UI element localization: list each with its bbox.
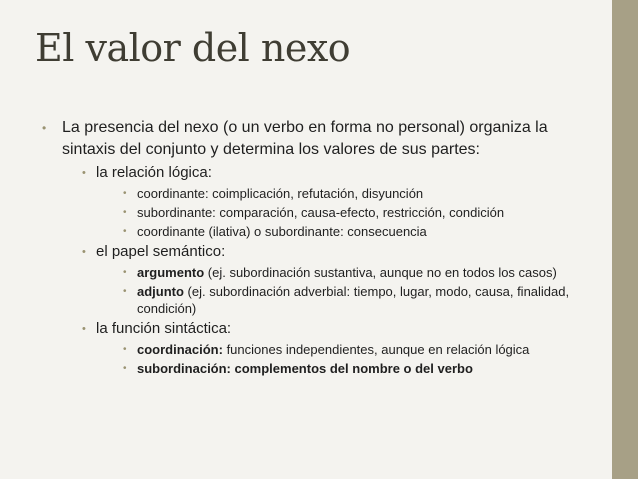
list-item bbox=[122, 283, 578, 317]
papel-item bbox=[81, 242, 578, 317]
list-item bbox=[122, 360, 578, 377]
item-text: coordinante: coimplicación, refutación, disyunción bbox=[137, 186, 424, 201]
bullet-icon: • bbox=[42, 121, 47, 135]
bold-term: argumento bbox=[137, 265, 205, 280]
slide-body bbox=[38, 117, 578, 379]
list-item bbox=[122, 341, 578, 358]
slide-title: El valor del nexo bbox=[35, 26, 351, 70]
relacion-label: la relación lógica: bbox=[96, 164, 212, 181]
papel-label: el papel semántico: bbox=[96, 243, 226, 260]
list-item bbox=[122, 264, 578, 281]
bullet-icon: • bbox=[82, 246, 86, 258]
item-text: coordinante (ilativa) o subordinante: consecuencia bbox=[137, 224, 427, 239]
intro-text: La presencia del nexo (o un verbo en forma no personal) organiza la sintaxis del conjunto y determina los valores de sus partes: bbox=[62, 119, 548, 158]
bullet-icon: • bbox=[82, 323, 86, 335]
bullet-icon: • bbox=[123, 286, 127, 297]
item-text: funciones independientes, aunque en relación lógica bbox=[222, 342, 530, 357]
side-decoration-bar bbox=[612, 0, 638, 479]
sub-list bbox=[81, 163, 578, 377]
list-item bbox=[122, 223, 578, 240]
bullet-icon: • bbox=[82, 167, 86, 179]
item-text: (ej. subordinación adverbial: tiempo, lugar, modo, causa, finalidad, condición) bbox=[137, 284, 570, 316]
bullet-icon: • bbox=[123, 344, 127, 355]
bold-term: adjunto bbox=[137, 284, 184, 299]
bullet-icon: • bbox=[123, 363, 127, 374]
item-text: (ej. subordinación sustantiva, aunque no en todos los casos) bbox=[204, 265, 557, 280]
list-item bbox=[122, 204, 578, 221]
funcion-label: la función sintáctica: bbox=[96, 320, 232, 337]
bullet-icon: • bbox=[123, 188, 127, 199]
bullet-icon: • bbox=[123, 267, 127, 278]
relacion-item bbox=[81, 163, 578, 240]
relacion-list bbox=[122, 185, 578, 240]
funcion-item bbox=[81, 319, 578, 377]
item-text: subordinante: comparación, causa-efecto, restricción, condición bbox=[137, 205, 505, 220]
bold-term: subordinación: complementos del nombre o del verbo bbox=[137, 361, 473, 376]
list-item bbox=[122, 185, 578, 202]
bullet-icon: • bbox=[123, 207, 127, 218]
intro-item bbox=[38, 117, 578, 377]
funcion-list bbox=[122, 341, 578, 377]
bullet-icon: • bbox=[123, 226, 127, 237]
bold-term: coordinación: bbox=[137, 342, 223, 357]
papel-list bbox=[122, 264, 578, 317]
bullet-list bbox=[38, 117, 578, 377]
